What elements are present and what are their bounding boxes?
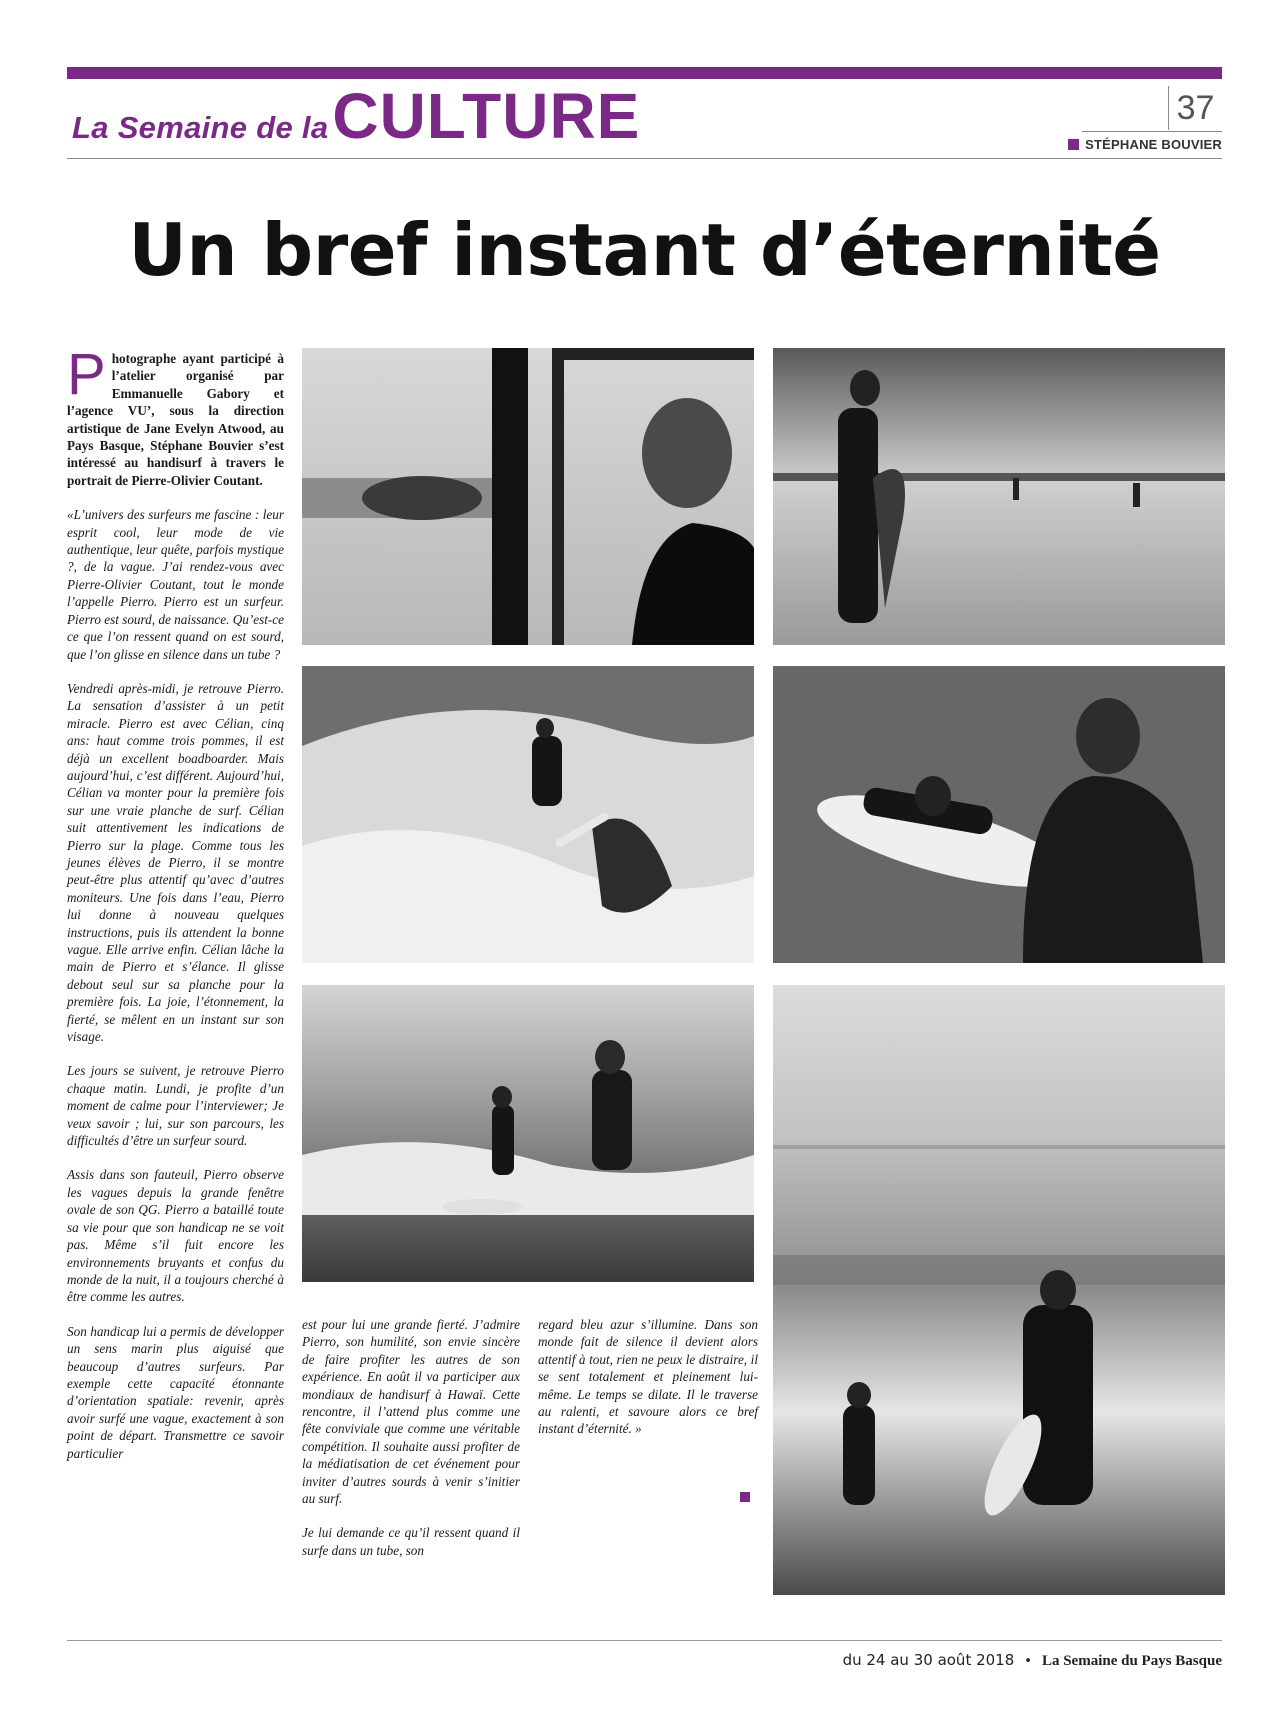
paragraph: Son handicap lui a permis de développer un sens marin plus aiguisé que beaucoup d’autres surfeurs. Par exemple cette capacité étonnante d’orientation spatiale: revenir, après avoir surfé une vague, exactement à son point de départ. Transmettre ce savoir particulier bbox=[67, 1323, 284, 1461]
paragraph: Je lui demande ce qu’il ressent quand il surfe dans un tube, son bbox=[302, 1525, 520, 1558]
headline: Un bref instant d’éternité bbox=[128, 208, 1161, 292]
rubric-title: CULTURE bbox=[332, 80, 641, 152]
paragraph: est pour lui une grande fierté. J’admire Pierro, son humilité, son envie sincère de faire profiter les autres de son expérience. En août il va participer aux mondiaux de handisurf à Hawaï. Cette rencontre, il l’attend plus comme une fête conviviale que comme une véritable compétition. Il souhaite aussi profiter de la médiatisation de cet événement pour inviter d’autres sourds à venir s’initier au surf. bbox=[302, 1317, 520, 1507]
paragraph: Vendredi après-midi, je retrouve Pierro. La sensation d’assister à un petit miracle. Pierro est avec Célian, cinq ans: haut comme trois pommes, il est déjà un excellent boadboarder. Mais aujourd’hui, c’est différent. Aujourd’hui, Célian va monter pour la première fois sur une vraie planche de surf. Célian suit attentivement les indications de Pierro sur la plage. Comme tous les jeunes élèves de Pierro, il se montre peut-être plus attentif qu’avec d’autres moniteurs. Une fois dans l’eau, Pierro lui donne à nouveau quelques instructions, puis ils attendent la bonne vague. Elle arrive enfin. Célian lâche la main de Pierro et s’élance. Il glisse debout seul sur sa planche pour la première fois. La joie, l’étonnement, la fierté, se mêlent en un instant sur son visage. bbox=[67, 680, 284, 1045]
photo-surfer-portrait-window bbox=[302, 348, 754, 645]
paragraph: Assis dans son fauteuil, Pierro observe les vagues depuis la grande fenêtre ovale de son QG. Pierro a bataillé toute sa vie pour que son handicap ne se voit pas. Même s’il fuit encore les environnements bruyants et confus du monde de la nuit, il a toujours cherché à être comme les autres. bbox=[67, 1167, 284, 1305]
top-accent-bar bbox=[67, 67, 1222, 79]
author-name: STÉPHANE BOUVIER bbox=[1085, 137, 1222, 152]
article-column-1 bbox=[67, 342, 284, 1479]
article-intro bbox=[67, 342, 284, 489]
intro-text: hotographe ayant participé à l’atelier organisé par Emmanuelle Gabory et l’agence VU’, sous la direction artistique de Jane Evelyn Atwood, au Pays Basque, Stéphane Bouvier s’est intéressé au handisurf à travers le portrait de Pierre-Olivier Coutant. bbox=[67, 351, 284, 488]
footer-rule bbox=[67, 1640, 1222, 1641]
rubric-prefix: La Semaine de la bbox=[72, 110, 329, 145]
photo-child-first-ride bbox=[302, 985, 754, 1282]
paragraph: Les jours se suivent, je retrouve Pierro chaque matin. Lundi, je profite d’un moment de calme pour l’interviewer; Je veux savoir ; lui, sur son parcours, les difficultés d’être un surfeur sourd. bbox=[67, 1063, 284, 1149]
dropcap: P bbox=[67, 342, 106, 407]
page-number: 37 bbox=[1168, 86, 1222, 130]
end-mark-icon bbox=[740, 1492, 750, 1502]
publication-name: La Semaine du Pays Basque bbox=[1041, 1653, 1222, 1669]
photo-surfer-beach-board bbox=[773, 348, 1225, 645]
section-rubric bbox=[72, 80, 641, 154]
issue-date: du 24 au 30 août 2018 bbox=[842, 1651, 1015, 1669]
author-square-icon bbox=[1068, 139, 1079, 150]
author-credit bbox=[1068, 137, 1222, 152]
page-footer bbox=[843, 1651, 1222, 1670]
footer-separator: • bbox=[1024, 1654, 1032, 1669]
paragraph: «L’univers des surfeurs me fascine : leur esprit cool, leur mode de vie authentique, leur quête, parfois mystique ?, de la vague. J’ai rendez-vous avec Pierre-Olivier Coutant, tout le monde l’appelle Pierro. Pierro est un surfeur. Pierro est sourd, de naissance. Qu’est-ce ce que l’on ressent quand on est sourd, que l’on glisse en silence dans un tube ? bbox=[67, 507, 284, 662]
photo-walking-into-sea bbox=[773, 985, 1225, 1595]
page-number-rule bbox=[1082, 131, 1222, 132]
photo-lesson-on-sand bbox=[773, 666, 1225, 963]
header-rule bbox=[67, 158, 1222, 159]
paragraph: regard bleu azur s’illumine. Dans son monde fait de silence il devient alors attentif à tout, rien ne peux le distraire, il se sent totalement et pleinement lui-même. Le temps se dilate. Il le traverse au ralenti, et savoure alors ce bref instant d’éternité. » bbox=[538, 1317, 758, 1437]
article-column-3 bbox=[538, 1316, 758, 1455]
article-column-2 bbox=[302, 1316, 520, 1576]
photo-surfer-riding-wave bbox=[302, 666, 754, 963]
